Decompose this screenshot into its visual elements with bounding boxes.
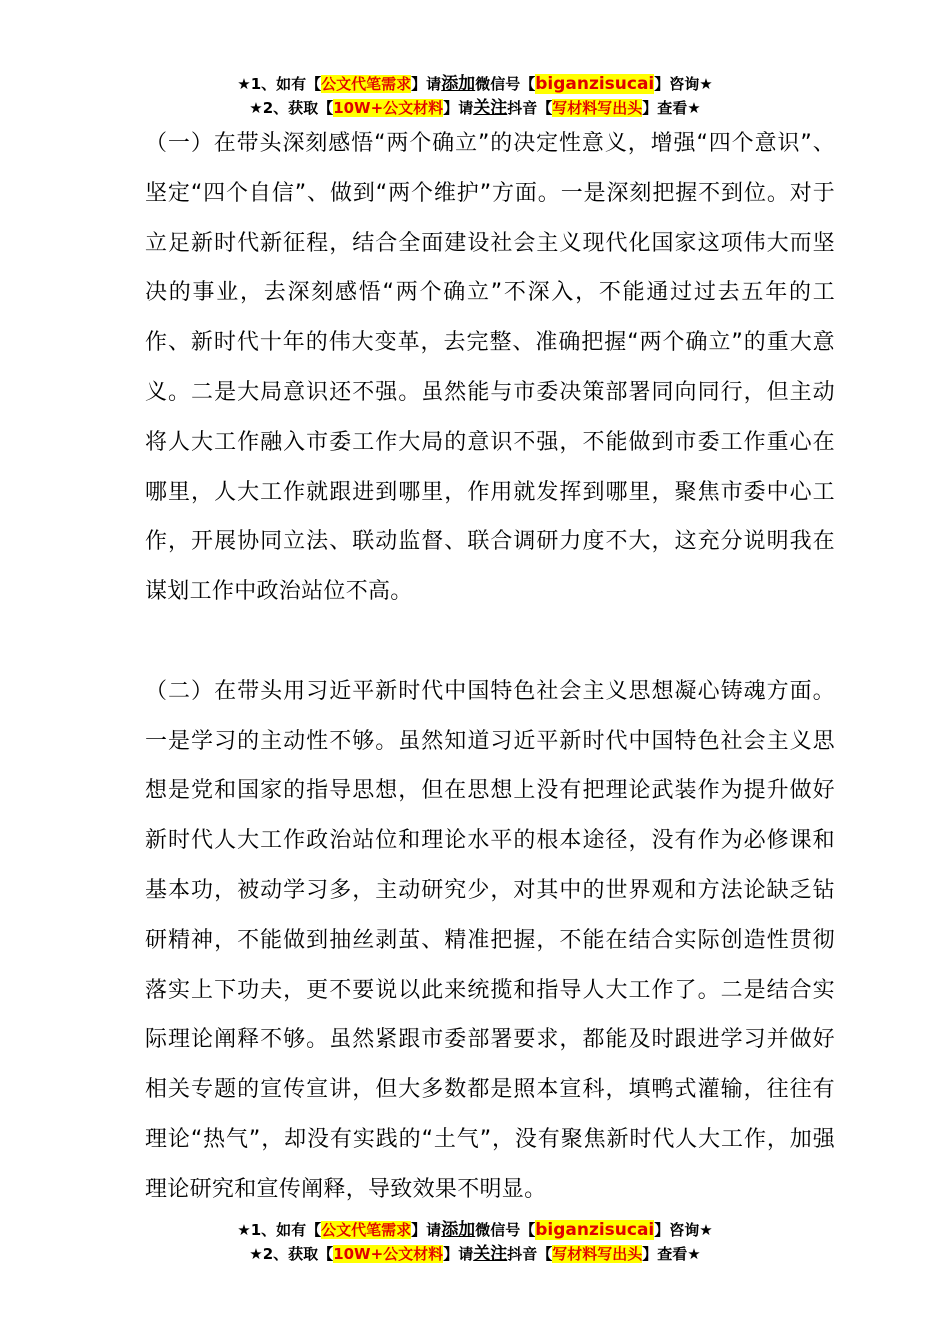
highlight-materials: 10W+公文材料 <box>333 99 444 117</box>
wechat-id: biganzisucai <box>535 1220 655 1240</box>
paragraph-1: （一）在带头深刻感悟“两个确立”的决定性意义，增强“四个意识”、坚定“四个自信”、做到“两个维护”方面。一是深刻把握不到位。对于立足新时代新征程，结合全面建设社会主义现代化国家这项伟大而坚决的事业，去深刻感悟“两个确立”不深入，不能通过过去五年的工作、新时代十年的伟大变革，去完整、准确把握“两个确立”的重大意义。二是大局意识还不强。虽然能与市委决策部署同向同行，但主动将人大工作融入市委工作大局的意识不强，不能做到市委工作重心在哪里，人大工作就跟进到哪里，作用就发挥到哪里，聚焦市委中心工作，开展协同立法、联动监督、联合调研力度不大，这充分说明我在谋划工作中政治站位不高。 <box>145 131 835 605</box>
banner-line-1: ★1、如有【公文代笔需求】请添加微信号【biganzisucai】咨询★ <box>237 74 713 94</box>
star-icon: ★ <box>237 1221 251 1239</box>
star-icon: ★ <box>249 99 263 117</box>
wechat-id: biganzisucai <box>535 74 655 94</box>
add-underline: 添加 <box>441 1220 476 1240</box>
follow-underline: 关注 <box>473 98 508 118</box>
highlight-materials: 10W+公文材料 <box>333 1245 444 1263</box>
document-body <box>145 119 835 1215</box>
douyin-id: 写材料写出头 <box>552 1245 643 1263</box>
star-icon: ★ <box>687 1245 701 1263</box>
footer-banner <box>0 1218 950 1266</box>
paragraph-gap <box>145 617 835 667</box>
banner-line-1: ★1、如有【公文代笔需求】请添加微信号【biganzisucai】咨询★ <box>237 1220 713 1240</box>
highlight-service: 公文代笔需求 <box>321 1221 412 1239</box>
header-banner <box>0 72 950 120</box>
star-icon: ★ <box>699 75 713 93</box>
follow-underline: 关注 <box>473 1244 508 1264</box>
star-icon: ★ <box>687 99 701 117</box>
paragraph-2: （二）在带头用习近平新时代中国特色社会主义思想凝心铸魂方面。一是学习的主动性不够。虽然知道习近平新时代中国特色社会主义思想是党和国家的指导思想，但在思想上没有把理论武装作为提升做好新时代人大工作政治站位和理论水平的根本途径，没有作为必修课和基本功，被动学习多，主动研究少，对其中的世界观和方法论缺乏钻研精神，不能做到抽丝剥茧、精准把握，不能在结合实际创造性贯彻落实上下功夫，更不要说以此来统揽和指导人大工作了。二是结合实际理论阐释不够。虽然紧跟市委部署要求，都能及时跟进学习并做好相关专题的宣传宣讲，但大多数都是照本宣科，填鸭式灌输，往往有理论“热气”，却没有实践的“土气”，没有聚焦新时代人大工作，加强理论研究和宣传阐释，导致效果不明显。 <box>145 678 835 1202</box>
star-icon: ★ <box>699 1221 713 1239</box>
banner-line-2: ★2、获取【10W+公文材料】请关注抖音【写材料写出头】查看★ <box>249 1244 701 1264</box>
highlight-service: 公文代笔需求 <box>321 75 412 93</box>
add-underline: 添加 <box>441 74 476 94</box>
banner-line-2: ★2、获取【10W+公文材料】请关注抖音【写材料写出头】查看★ <box>249 98 701 118</box>
star-icon: ★ <box>249 1245 263 1263</box>
star-icon: ★ <box>237 75 251 93</box>
douyin-id: 写材料写出头 <box>552 99 643 117</box>
